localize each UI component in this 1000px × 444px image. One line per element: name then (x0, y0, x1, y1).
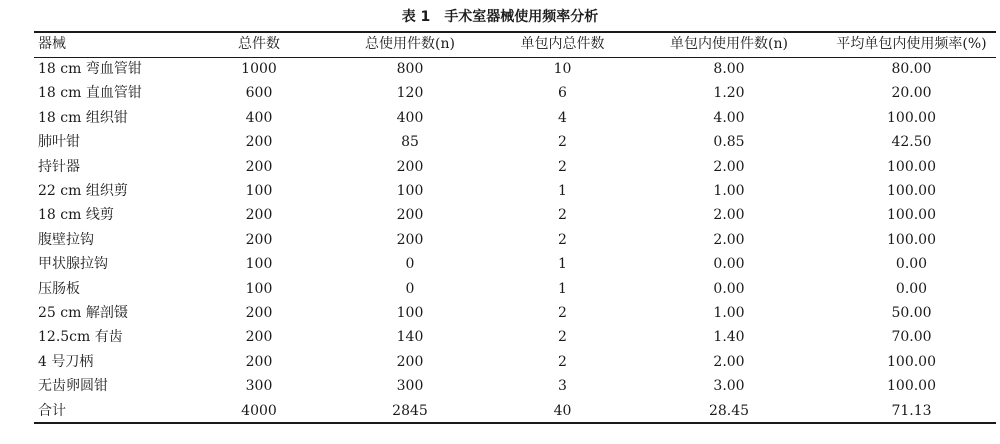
table-row (34, 350, 1000, 374)
pack-total-cell: 1 (558, 256, 567, 273)
pack-used-cell: 0.00 (713, 280, 745, 297)
pack-used-cell: 8.00 (713, 61, 745, 77)
pack-used-cell: 3.00 (713, 378, 745, 395)
pack-total-cell: 2 (558, 231, 567, 248)
header-total-count: 总件数 (238, 36, 280, 52)
total-count-cell: 300 (245, 378, 273, 395)
header-instrument: 器械 (38, 36, 66, 52)
avg-frequency-cell: 71.13 (891, 402, 932, 419)
table-row (34, 228, 1000, 252)
total-count-cell: 200 (245, 353, 273, 370)
total-count-cell: 200 (245, 231, 273, 248)
total-used-cell: 200 (396, 231, 424, 248)
pack-total-cell: 2 (558, 134, 567, 151)
total-used-cell: 200 (396, 158, 424, 175)
table-row (34, 325, 1000, 349)
pack-used-cell: 2.00 (713, 207, 745, 224)
pack-used-cell: 4.00 (713, 109, 745, 126)
avg-frequency-cell: 100.00 (887, 158, 936, 175)
total-used-cell: 85 (401, 134, 419, 151)
total-used-cell: 300 (396, 378, 424, 395)
header-pack-used: 单包内使用件数(n) (670, 36, 788, 52)
table-row (34, 155, 1000, 179)
avg-frequency-cell: 100.00 (887, 109, 936, 126)
header-total-used: 总使用件数(n) (365, 36, 455, 52)
header-avg-frequency: 平均单包内使用频率(%) (836, 36, 987, 52)
total-used-cell: 100 (396, 305, 424, 322)
instrument-cell: 18 cm 弯血管钳 (38, 61, 142, 77)
total-used-cell: 400 (396, 109, 424, 126)
avg-frequency-cell: 42.50 (891, 134, 932, 151)
header-row (34, 32, 1000, 57)
table-row (34, 374, 1000, 398)
total-count-cell: 100 (245, 183, 273, 200)
total-count-cell: 100 (245, 280, 273, 297)
table-title: 手术室器械使用频率分析 (444, 9, 599, 25)
total-used-cell: 2845 (392, 402, 428, 419)
instrument-cell: 压肠板 (38, 280, 80, 297)
total-count-cell: 200 (245, 158, 273, 175)
table-row (34, 81, 1000, 105)
table-row (34, 106, 1000, 130)
pack-used-cell: 1.20 (713, 85, 745, 102)
instrument-cell: 甲状腺拉钩 (38, 256, 108, 273)
instrument-cell: 22 cm 组织剪 (38, 183, 128, 200)
table-row (34, 57, 1000, 81)
avg-frequency-cell: 70.00 (891, 329, 932, 346)
pack-used-cell: 1.00 (713, 183, 745, 200)
instrument-cell: 12.5cm 有齿 (38, 329, 123, 346)
total-count-cell: 200 (245, 305, 273, 322)
pack-used-cell: 1.40 (713, 329, 745, 346)
total-used-cell: 120 (396, 85, 424, 102)
pack-used-cell: 0.00 (713, 256, 745, 273)
header-pack-total: 单包内总件数 (520, 36, 605, 52)
avg-frequency-cell: 100.00 (887, 378, 936, 395)
total-count-cell: 1000 (241, 61, 277, 77)
total-count-cell: 200 (245, 134, 273, 151)
instrument-cell: 腹壁拉钩 (38, 231, 94, 248)
pack-used-cell: 28.45 (708, 402, 750, 419)
table-row (34, 130, 1000, 154)
table-row (34, 301, 1000, 325)
instrument-cell: 18 cm 线剪 (38, 207, 114, 224)
avg-frequency-cell: 100.00 (887, 353, 936, 370)
pack-used-cell: 2.00 (713, 231, 745, 248)
pack-total-cell: 1 (558, 183, 567, 200)
pack-total-cell: 3 (558, 378, 567, 395)
avg-frequency-cell: 100.00 (887, 207, 936, 224)
instrument-cell: 无齿卵圆钳 (38, 378, 108, 395)
pack-used-cell: 2.00 (713, 158, 745, 175)
instrument-cell: 18 cm 直血管钳 (38, 85, 142, 102)
total-count-cell: 4000 (241, 402, 277, 419)
avg-frequency-cell: 80.00 (891, 61, 932, 77)
instrument-cell: 持针器 (38, 158, 80, 175)
total-count-cell: 100 (245, 256, 273, 273)
instrument-usage-table (34, 32, 1000, 423)
total-used-cell: 200 (396, 207, 424, 224)
total-used-cell: 100 (396, 183, 424, 200)
table-body (34, 57, 1000, 423)
total-used-cell: 800 (396, 61, 424, 77)
table-caption (0, 7, 1000, 27)
total-used-cell: 140 (396, 329, 424, 346)
total-count-cell: 200 (245, 207, 273, 224)
pack-total-cell: 2 (558, 329, 567, 346)
instrument-cell: 4 号刀柄 (38, 353, 94, 370)
instrument-cell: 肺叶钳 (38, 134, 80, 151)
total-count-cell: 600 (245, 85, 273, 102)
total-used-cell: 200 (396, 353, 424, 370)
instrument-cell: 合计 (38, 402, 66, 419)
instrument-cell: 18 cm 组织钳 (38, 109, 128, 126)
total-count-cell: 400 (245, 109, 273, 126)
pack-total-cell: 2 (558, 158, 567, 175)
avg-frequency-cell: 0.00 (895, 256, 928, 273)
pack-total-cell: 1 (558, 280, 567, 297)
avg-frequency-cell: 50.00 (891, 305, 932, 322)
avg-frequency-cell: 100.00 (887, 231, 936, 248)
pack-total-cell: 2 (558, 305, 567, 322)
pack-used-cell: 1.00 (713, 305, 745, 322)
pack-total-cell: 2 (558, 353, 567, 370)
pack-used-cell: 2.00 (713, 353, 745, 370)
avg-frequency-cell: 20.00 (891, 85, 932, 102)
total-row (34, 399, 1000, 423)
table-row (34, 203, 1000, 227)
instrument-cell: 25 cm 解剖镊 (38, 305, 128, 322)
pack-total-cell: 2 (558, 207, 567, 224)
table-row (34, 179, 1000, 203)
pack-total-cell: 4 (558, 109, 567, 126)
total-used-cell: 0 (405, 280, 415, 297)
table-row (34, 277, 1000, 301)
total-used-cell: 0 (405, 256, 415, 273)
avg-frequency-cell: 0.00 (895, 280, 928, 297)
table-row (34, 252, 1000, 276)
pack-total-cell: 6 (558, 85, 567, 102)
table-number: 表 1 (401, 9, 431, 25)
pack-total-cell: 40 (553, 402, 572, 419)
total-count-cell: 200 (245, 329, 273, 346)
pack-total-cell: 10 (553, 61, 572, 77)
pack-used-cell: 0.85 (713, 134, 745, 151)
avg-frequency-cell: 100.00 (887, 183, 936, 200)
